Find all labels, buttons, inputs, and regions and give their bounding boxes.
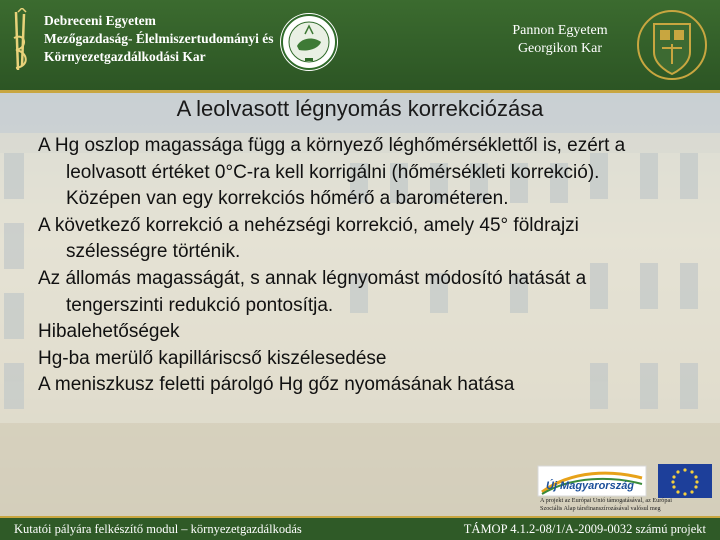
body-paragraph: Hibalehetőségek (38, 321, 180, 343)
uj-magyarorszag-icon (538, 466, 646, 496)
slide-title: A leolvasott légnyomás korrekciózása (176, 96, 544, 121)
eu-flag-icon (658, 464, 712, 498)
body-paragraph: A meniszkusz feletti párolgó Hg gőz nyomásának hatása (38, 374, 515, 396)
footer-module-label: Kutatói pályára felkészítő modul – környezetgazdálkodás (14, 522, 302, 536)
footer-bar (0, 516, 720, 540)
header-band (0, 0, 720, 90)
eu-note-line-1: A projekt az Európai Unió támogatásával, az Európai (540, 497, 672, 504)
body-paragraph: Az állomás magasságát, s annak légnyomást módosító hatását a tengerszinti redukció pontosítja. (38, 267, 587, 316)
left-title-line-1: Debreceni Egyetem (44, 13, 156, 28)
left-institution-title (44, 12, 273, 66)
body-paragraph: A Hg oszlop magassága függ a környező léghőmérséklettől is, ezért a leolvasott értéket 0°C-ra kell korrigálni (hőmérsékleti korrekció). Középen van egy korrekciós hőmérő a barométeren. (38, 135, 626, 210)
left-title-line-3: Környezetgazdálkodási Kar (44, 49, 206, 64)
right-title-line-2: Georgikon Kar (517, 41, 603, 56)
georgikon-crest-icon (632, 8, 712, 82)
eu-funding-note (540, 497, 720, 512)
body-paragraph: A következő korrekció a nehézségi korrekció, amely 45° földrajzi szélességre történik. (38, 214, 579, 263)
faculty-seal-icon (279, 12, 339, 72)
footer-project-label: TÁMOP 4.1.2-08/1/A-2009-0032 számú projekt (463, 522, 706, 536)
slide-body (38, 133, 678, 399)
right-institution-title (500, 22, 620, 58)
body-paragraph: Hg-ba merülő kapilláriscső kiszélesedése (38, 347, 387, 369)
left-title-line-2: Mezőgazdaság- Élelmiszertudományi és (44, 31, 274, 46)
svg-text:Új Magyarország: Új Magyarország (546, 480, 635, 492)
university-logo-icon (6, 8, 36, 78)
eu-note-line-2: Szociális Alap társfinanszírozásával valósul meg (540, 504, 661, 512)
right-title-line-1: Pannon Egyetem (512, 23, 608, 38)
